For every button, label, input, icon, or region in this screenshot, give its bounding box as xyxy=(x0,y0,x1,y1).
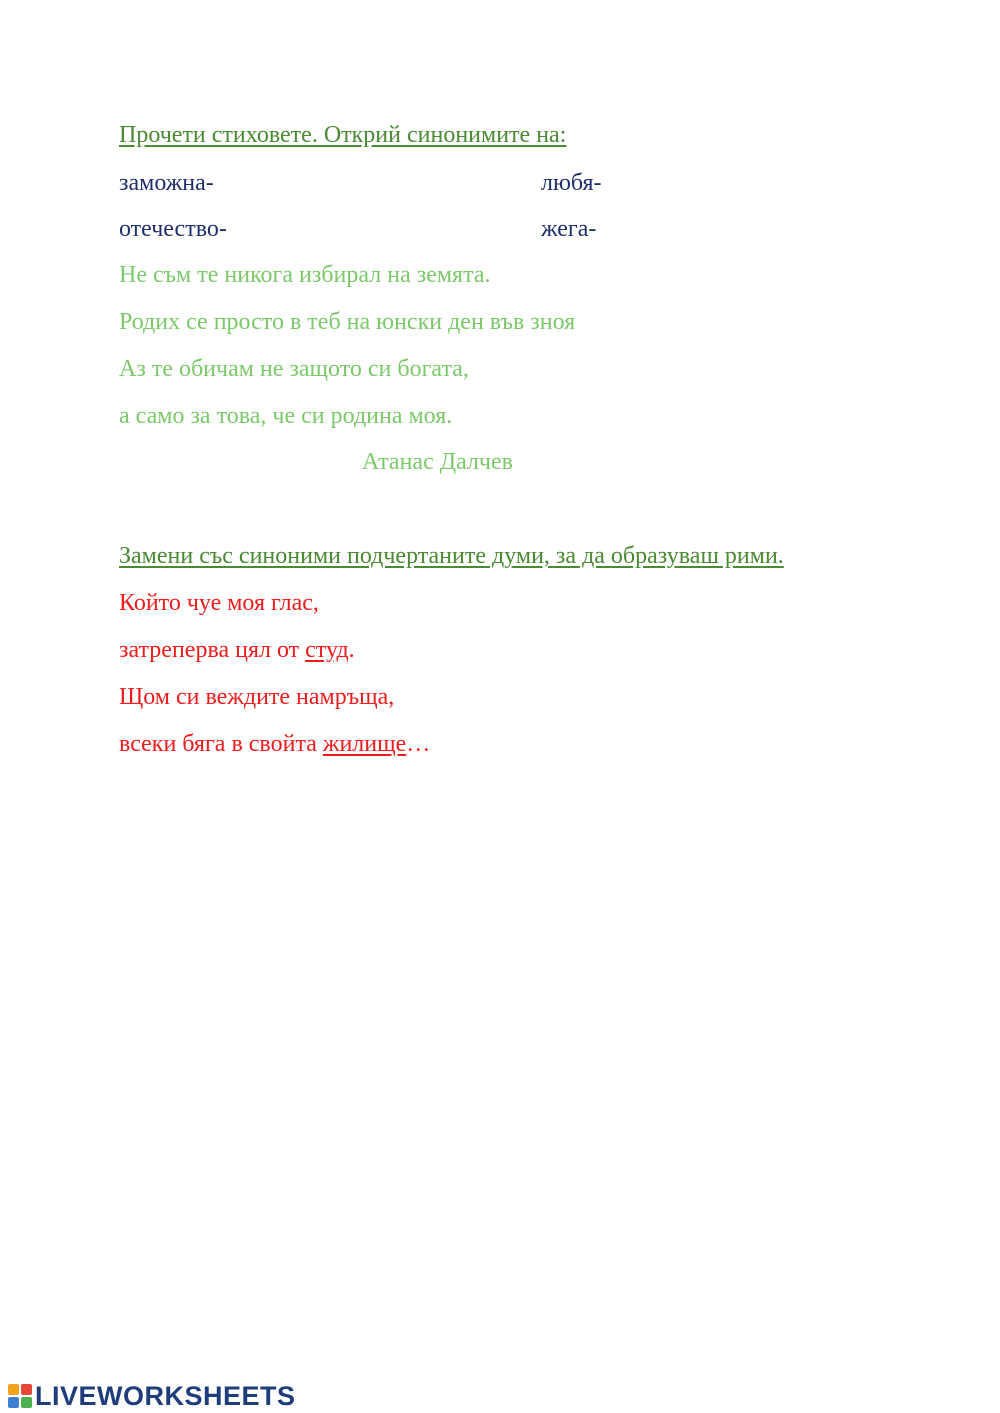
rhyme-line-1 xyxy=(119,588,319,618)
poem-line-3: Аз те обичам не защото си богата, xyxy=(119,356,469,382)
exercise2-instruction: Замени със синоними подчертаните думи, за да образуваш рими. xyxy=(119,543,784,569)
word-left-2: отечество- xyxy=(119,216,227,242)
rhyme-line-4-text: всеки бяга в свойта xyxy=(119,731,323,757)
rhyme-line-2 xyxy=(119,635,355,665)
rhyme-line-3 xyxy=(119,682,394,712)
word-right-2: жега- xyxy=(541,216,597,242)
logo-text: LIVEWORKSHEETS xyxy=(35,1380,296,1411)
rhyme-line-2-text: затреперва цял от xyxy=(119,637,306,663)
poem-line-4: а само за това, че си родина моя. xyxy=(119,403,453,429)
rhyme-line-3-text: Щом си веждите намръща, xyxy=(119,684,395,710)
rhyme-line-4-end: … xyxy=(406,731,431,757)
logo-mark-icon xyxy=(8,1384,32,1408)
exercise1-instruction: Прочети стиховете. Открий синонимите на: xyxy=(119,122,567,148)
rhyme-line-1-text: Който чуе моя глас, xyxy=(119,590,319,616)
word-left-1: заможна- xyxy=(119,170,214,196)
poem-line-1: Не съм те никога избирал на земята. xyxy=(119,262,491,288)
liveworksheets-logo xyxy=(8,1381,296,1411)
underlined-word-stud: студ xyxy=(305,637,349,663)
rhyme-line-2-end: . xyxy=(348,637,355,663)
poem-author: Атанас Далчев xyxy=(362,449,513,475)
word-right-1: любя- xyxy=(541,170,602,196)
rhyme-line-4 xyxy=(119,729,430,759)
underlined-word-zhilishte: жилище xyxy=(322,731,407,757)
poem-line-2: Родих се просто в теб на юнски ден във зноя xyxy=(119,309,576,335)
